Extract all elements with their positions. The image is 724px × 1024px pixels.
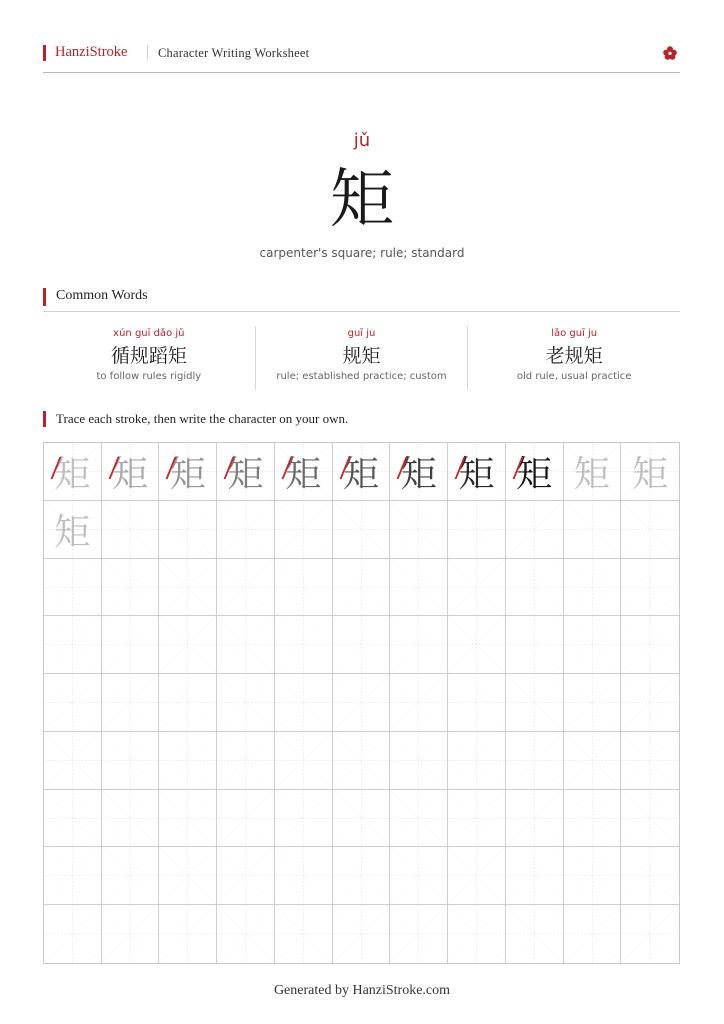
word-meaning: old rule, usual practice	[516, 371, 632, 382]
current-stroke-marker	[108, 457, 125, 479]
practice-cell[interactable]	[506, 501, 564, 559]
practice-cell[interactable]	[390, 905, 448, 963]
practice-cell[interactable]	[564, 501, 622, 559]
practice-cell[interactable]	[333, 616, 391, 674]
header-divider	[147, 46, 148, 60]
practice-cell[interactable]	[448, 674, 506, 732]
practice-cell[interactable]	[564, 905, 622, 963]
current-stroke-marker	[281, 457, 298, 479]
practice-cell[interactable]	[217, 443, 275, 501]
practice-cell[interactable]	[44, 674, 102, 732]
current-stroke-marker	[397, 457, 414, 479]
practice-cell[interactable]	[506, 616, 564, 674]
practice-cell[interactable]	[44, 790, 102, 848]
practice-cell[interactable]	[448, 501, 506, 559]
stroke-order-character: 矩	[159, 443, 216, 500]
practice-cell[interactable]	[621, 443, 679, 501]
footer-credit: Generated by HanziStroke.com	[273, 983, 451, 998]
practice-cell[interactable]	[44, 732, 102, 790]
practice-cell[interactable]	[564, 443, 622, 501]
practice-cell[interactable]	[564, 732, 622, 790]
practice-cell[interactable]	[102, 905, 160, 963]
practice-cell[interactable]	[159, 847, 217, 905]
practice-cell[interactable]	[102, 847, 160, 905]
word-characters: 规矩	[342, 345, 381, 367]
practice-cell[interactable]	[333, 559, 391, 617]
practice-cell[interactable]	[621, 732, 679, 790]
worksheet-header	[43, 43, 680, 73]
practice-cell[interactable]	[621, 501, 679, 559]
practice-cell[interactable]	[390, 847, 448, 905]
character-meaning: carpenter's square; rule; standard	[259, 246, 465, 260]
practice-cell[interactable]	[333, 443, 391, 501]
practice-cell[interactable]	[390, 501, 448, 559]
practice-cell[interactable]	[159, 559, 217, 617]
practice-cell[interactable]	[506, 790, 564, 848]
practice-cell[interactable]	[275, 790, 333, 848]
word-item	[467, 326, 680, 390]
practice-cell[interactable]	[159, 501, 217, 559]
common-words-title: Common Words	[43, 288, 148, 306]
practice-cell[interactable]	[159, 732, 217, 790]
stroke-order-character: 矩	[44, 443, 101, 500]
practice-cell[interactable]	[217, 559, 275, 617]
practice-cell[interactable]	[159, 905, 217, 963]
practice-cell[interactable]	[217, 616, 275, 674]
practice-cell[interactable]	[390, 616, 448, 674]
current-stroke-marker	[51, 457, 68, 479]
practice-cell[interactable]	[102, 790, 160, 848]
word-pinyin: guī ju	[347, 328, 376, 339]
stroke-order-character: 矩	[217, 443, 274, 500]
practice-cell[interactable]	[506, 847, 564, 905]
practice-cell[interactable]	[564, 674, 622, 732]
practice-cell[interactable]	[390, 559, 448, 617]
practice-cell[interactable]	[390, 790, 448, 848]
word-pinyin: xún guī dǎo jǔ	[113, 328, 185, 339]
word-characters: 老规矩	[545, 345, 603, 367]
brand-name[interactable]: HanziStroke	[55, 44, 128, 60]
practice-cell[interactable]	[621, 790, 679, 848]
word-meaning: to follow rules rigidly	[96, 371, 202, 382]
practice-cell[interactable]	[448, 732, 506, 790]
practice-cell[interactable]	[217, 674, 275, 732]
practice-cell[interactable]	[102, 674, 160, 732]
practice-cell[interactable]	[506, 443, 564, 501]
practice-cell[interactable]	[564, 790, 622, 848]
practice-cell[interactable]	[159, 674, 217, 732]
practice-cell[interactable]	[333, 674, 391, 732]
stroke-order-character: 矩	[102, 443, 159, 500]
stroke-order-character: 矩	[275, 443, 332, 500]
practice-cell[interactable]	[275, 616, 333, 674]
current-stroke-marker	[224, 457, 241, 479]
word-item	[255, 326, 468, 390]
practice-cell[interactable]	[506, 559, 564, 617]
practice-cell[interactable]	[44, 905, 102, 963]
stroke-order-character: 矩	[448, 443, 505, 500]
practice-cell[interactable]	[275, 501, 333, 559]
word-item	[43, 326, 255, 390]
word-meaning: rule; established practice; custom	[276, 371, 447, 382]
practice-cell[interactable]	[506, 732, 564, 790]
stroke-order-character: 矩	[390, 443, 447, 500]
practice-cell[interactable]	[275, 847, 333, 905]
word-characters: 循规蹈矩	[110, 345, 187, 367]
trace-character: 矩	[573, 453, 610, 495]
practice-cell[interactable]	[217, 732, 275, 790]
practice-cell[interactable]	[333, 732, 391, 790]
plum-blossom-icon	[662, 45, 678, 61]
character-pinyin: jǔ	[353, 130, 371, 151]
practice-cell[interactable]	[621, 674, 679, 732]
stroke-order-character: 矩	[506, 443, 563, 500]
practice-grid	[43, 442, 680, 964]
practice-cell[interactable]	[102, 732, 160, 790]
stroke-order-character: 矩	[333, 443, 390, 500]
practice-cell[interactable]	[333, 905, 391, 963]
practice-cell[interactable]	[102, 559, 160, 617]
practice-cell[interactable]	[333, 847, 391, 905]
practice-cell[interactable]	[44, 559, 102, 617]
practice-instruction: Trace each stroke, then write the character on your own.	[43, 411, 348, 427]
practice-cell[interactable]	[621, 847, 679, 905]
trace-character: 矩	[632, 453, 669, 495]
practice-cell[interactable]	[102, 501, 160, 559]
practice-cell[interactable]	[102, 443, 160, 501]
practice-cell[interactable]	[44, 616, 102, 674]
practice-cell[interactable]	[448, 847, 506, 905]
practice-cell[interactable]	[44, 847, 102, 905]
practice-cell[interactable]	[506, 674, 564, 732]
common-words-list	[43, 326, 680, 390]
trace-character: 矩	[54, 511, 91, 553]
practice-cell[interactable]	[275, 674, 333, 732]
practice-cell[interactable]	[448, 443, 506, 501]
main-character: 矩	[330, 163, 394, 237]
practice-cell[interactable]	[390, 674, 448, 732]
word-pinyin: lǎo guī ju	[551, 328, 598, 339]
practice-cell[interactable]	[390, 443, 448, 501]
practice-cell[interactable]	[333, 790, 391, 848]
brand-accent-bar	[43, 45, 46, 61]
practice-cell[interactable]	[564, 847, 622, 905]
practice-cell[interactable]	[217, 905, 275, 963]
common-words-divider	[43, 311, 680, 312]
practice-cell[interactable]	[159, 443, 217, 501]
current-stroke-marker	[339, 457, 356, 479]
practice-cell[interactable]	[506, 905, 564, 963]
practice-cell[interactable]	[621, 905, 679, 963]
current-stroke-marker	[166, 457, 183, 479]
practice-cell[interactable]	[159, 616, 217, 674]
practice-cell[interactable]	[275, 905, 333, 963]
practice-cell[interactable]	[448, 790, 506, 848]
practice-cell[interactable]	[564, 559, 622, 617]
current-stroke-marker	[455, 457, 472, 479]
practice-cell[interactable]	[275, 732, 333, 790]
practice-cell[interactable]	[44, 501, 102, 559]
current-stroke-marker	[512, 457, 529, 479]
practice-cell[interactable]	[275, 443, 333, 501]
practice-cell[interactable]	[390, 732, 448, 790]
practice-cell[interactable]	[217, 847, 275, 905]
practice-cell[interactable]	[275, 559, 333, 617]
practice-cell[interactable]	[44, 443, 102, 501]
practice-cell[interactable]	[621, 559, 679, 617]
practice-cell[interactable]	[102, 616, 160, 674]
practice-cell[interactable]	[217, 790, 275, 848]
practice-cell[interactable]	[448, 616, 506, 674]
practice-cell[interactable]	[159, 790, 217, 848]
practice-cell[interactable]	[448, 905, 506, 963]
practice-cell[interactable]	[621, 616, 679, 674]
practice-cell[interactable]	[448, 559, 506, 617]
practice-cell[interactable]	[217, 501, 275, 559]
practice-cell[interactable]	[564, 616, 622, 674]
practice-cell[interactable]	[333, 501, 391, 559]
worksheet-subtitle: Character Writing Worksheet	[158, 46, 310, 60]
